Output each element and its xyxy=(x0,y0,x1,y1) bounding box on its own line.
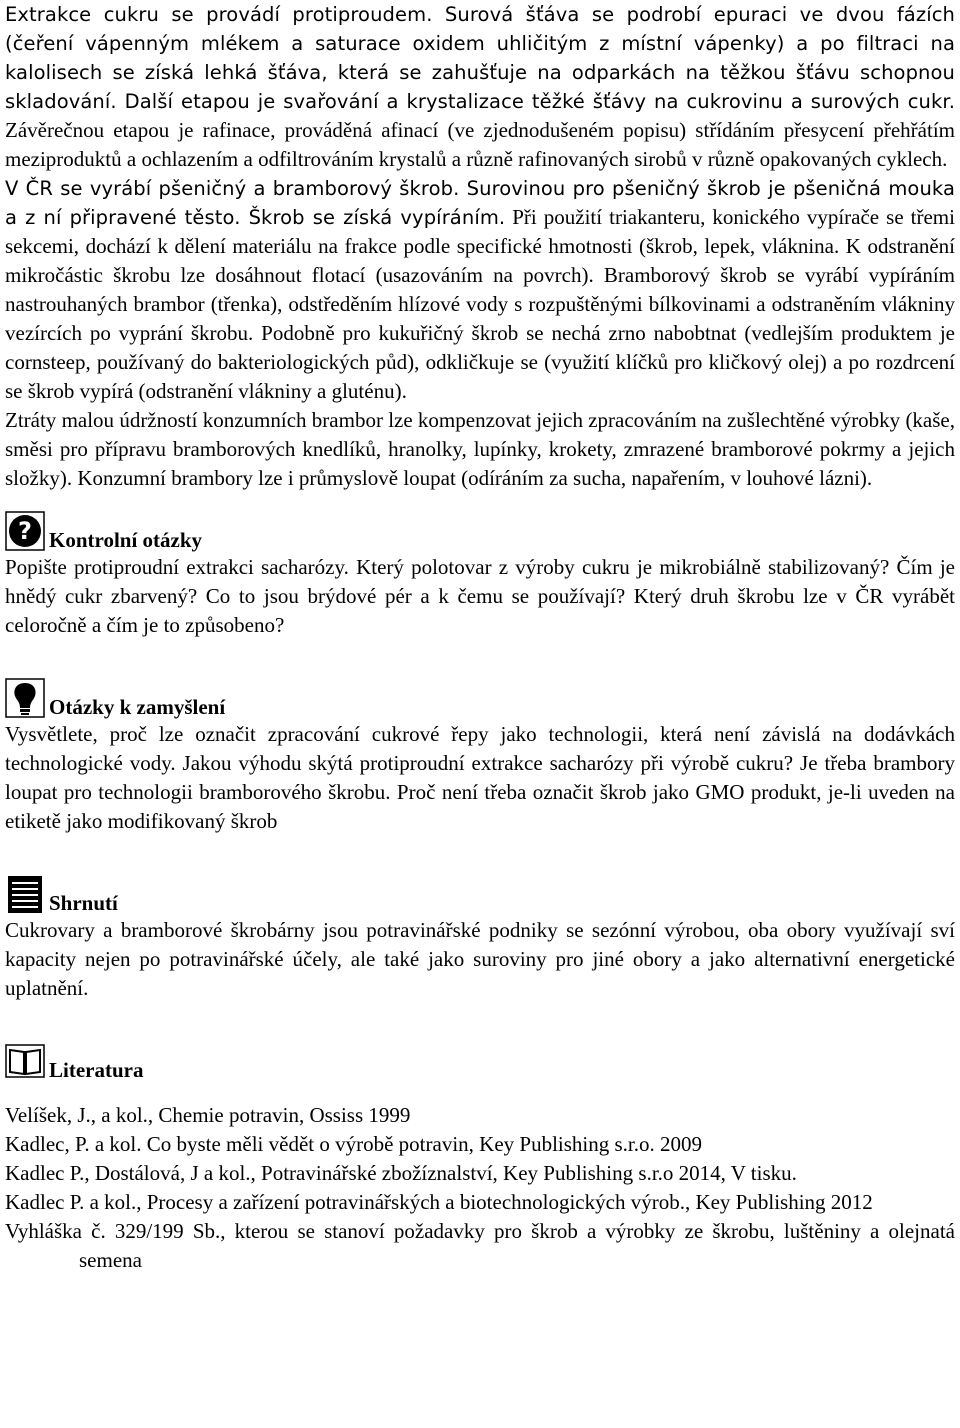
reflection-header xyxy=(5,640,955,720)
summary-title: Shrnutí xyxy=(49,891,118,915)
intro-paragraph-2 xyxy=(5,174,955,406)
literature-ref: Kadlec P., Dostálová, J a kol., Potravinářské zbožíznalství, Key Publishing s.r.o 2014, V tisku. xyxy=(5,1161,797,1185)
notepad-icon xyxy=(5,874,45,914)
intro-paragraph-1-sans: Extrakce cukru se provádí protiproudem. Surová šťáva se podrobí epuraci ve dvou fázích (čeření vápenným mlékem a saturace oxidem uhličitým z místní vápenky) a po filtraci na kalolisech se získá lehká šťáva, která se zahušťuje na odparkách na těžkou šťávu schopnou skladování. Další etapou je svařování a krystalizace těžké šťávy na cukrovinu a surových cukr. xyxy=(5,3,955,113)
summary-text: Cukrovary a bramborové škrobárny jsou potravinářské podniky se sezónní výrobou, oba obory využívají sví kapacity nejen po potravinářské účely, ale také jako suroviny pro jiné obory a jako alternativní energetické uplatnění. xyxy=(5,918,955,1000)
intro-paragraph-1-serif: Závěrečnou etapou je rafinace, prováděná afinací (ve zjednodušeném popisu) střídáním přesycení přehřátím meziproduktů a ochlazením a odfiltrováním krystalů a různě rafinovaných sirobů v různě opakovaných cyklech. xyxy=(5,118,955,171)
document-page xyxy=(5,0,955,1275)
literature-header xyxy=(5,1003,955,1083)
literature-ref: Vyhláška č. 329/199 Sb., kterou se stanoví požadavky pro škrob a výrobky ze škrobu, luštěniny a olejnatá semena xyxy=(5,1219,955,1272)
questions-header xyxy=(5,493,955,553)
reflection-title: Otázky k zamyšlení xyxy=(49,695,226,719)
intro-paragraph-1 xyxy=(5,0,955,174)
literature-ref: Kadlec, P. a kol. Co byste měli vědět o výrobě potravin, Key Publishing s.r.o. 2009 xyxy=(5,1132,702,1156)
literature-title: Literatura xyxy=(49,1058,144,1082)
reflection-text: Vysvětlete, proč lze označit zpracování cukrové řepy jako technologii, která není závislá na dodávkách technologické vody. Jakou výhodu skýtá protiproudní extrakce sacharózy při výrobě cukru? Je třeba brambory loupat pro technologii bramborového škrobu. Proč není třeba označit škrob jako GMO produkt, je-li uveden na etiketě jako modifikovaný škrob xyxy=(5,722,955,833)
literature-ref: Velíšek, J., a kol., Chemie potravin, Ossiss 1999 xyxy=(5,1103,411,1127)
question-icon xyxy=(5,511,45,551)
questions-title: Kontrolní otázky xyxy=(49,528,203,552)
svg-text:?: ? xyxy=(18,517,32,545)
summary-header xyxy=(5,836,955,916)
intro-paragraph-2-sans: V ČR se vyrábí pšeničný a bramborový škrob. Surovinou pro pšeničný škrob je pšeničná mouka a z ní připravené těsto. Škrob se získá vypíráním. xyxy=(5,177,955,229)
questions-text: Popište protiproudní extrakci sacharózy. Který polotovar z výroby cukru je mikrobiálně stabilizovaný? Čím je hnědý cukr zbarvený? Co to jsou brýdové pér a k čemu se používají? Který druh škrobu lze v ČR vyrábět celoročně a čím je to způsobeno? xyxy=(5,555,955,637)
intro-paragraph-3: Ztráty malou údržností konzumních brambor lze kompenzovat jejich zpracováním na zušlechtěné výrobky (kaše, směsi pro přípravu bramborových knedlíků, hranolky, lupínky, krokety, zmrazené bramborové pokrmy a jejich složky). Konzumní brambory lze i průmyslově loupat (odíráním za sucha, napařením, v louhové lázni). xyxy=(5,408,955,490)
intro-paragraph-2-serif: Při použití triakanteru, konického vypírače se třemi sekcemi, dochází k dělení materiálu na frakce podle specifické hmotnosti (škrob, lepek, vláknina. K odstranění mikročástic škrobu lze dosáhnout flotací (usazováním na povrch). Bramborový škrob se vyrábí vypíráním nastrouhaných brambor (třenka), odstředěním hlízové vody s rozpuštěnými bílkovinami a odstraněním vlákniny vezírcích po vyprání škrobu. Podobně pro kukuřičný škrob se nechá zrno nabobtnat (vedlejším produktem je cornsteep, používaný do bakteriologických půd), odkličkuje se (využití klíčků pro kličkový olej) a po rozdrcení se škrob vypírá (odstranění vlákniny a gluténu). xyxy=(5,205,955,403)
lightbulb-icon xyxy=(5,678,45,718)
literature-list xyxy=(5,1101,955,1275)
book-icon xyxy=(5,1041,45,1081)
literature-ref: Kadlec P. a kol., Procesy a zařízení potravinářských a biotechnologických výrob., Key Publishing 2012 xyxy=(5,1190,873,1214)
